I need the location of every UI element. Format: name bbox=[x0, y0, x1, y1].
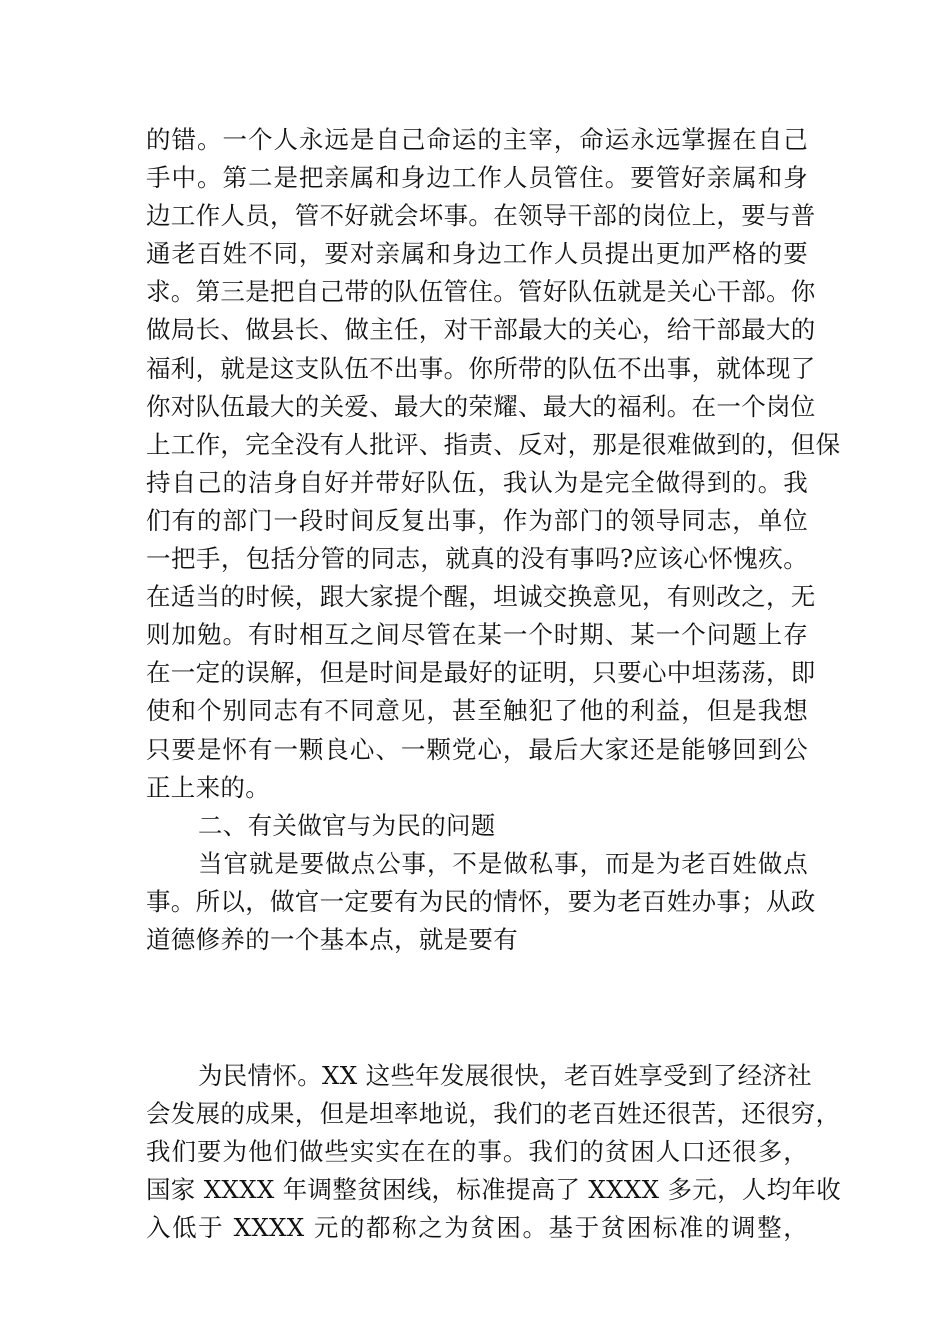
text-line: 当官就是要做点公事，不是做私事，而是为老百姓做点 bbox=[198, 848, 808, 878]
section-heading: 二、有关做官与为民的问题 bbox=[198, 810, 496, 840]
text-line: 求。第三是把自己带的队伍管住。管好队伍就是关心干部。你 bbox=[146, 277, 816, 307]
text-line: 只要是怀有一颗良心、一颗党心，最后大家还是能够回到公 bbox=[146, 734, 808, 764]
text-line: 上工作，完全没有人批评、指责、反对，那是很难做到的，但保 bbox=[146, 429, 841, 459]
text-line: 使和个别同志有不同意见，甚至触犯了他的利益，但是我想 bbox=[146, 696, 808, 726]
text-line: 通老百姓不同，要对亲属和身边工作人员提出更加严格的要 bbox=[146, 239, 808, 269]
text-line: 一把手，包括分管的同志，就真的没有事吗?应该心怀愧疚。 bbox=[146, 544, 808, 574]
text-line: 道德修养的一个基本点，就是要有 bbox=[146, 924, 518, 954]
text-line: 正上来的。 bbox=[146, 772, 270, 802]
text-line: 则加勉。有时相互之间尽管在某一个时期、某一个问题上存 bbox=[146, 620, 808, 650]
text-line: 事。所以，做官一定要有为民的情怀，要为老百姓办事；从政 bbox=[146, 886, 816, 916]
text-line: 在适当的时候，跟大家提个醒，坦诚交换意见，有则改之，无 bbox=[146, 582, 816, 612]
text-line: 持自己的洁身自好并带好队伍，我认为是完全做得到的。我 bbox=[146, 467, 808, 497]
text-line: 为民情怀。XX 这些年发展很快，老百姓享受到了经济社 bbox=[198, 1061, 812, 1090]
text-line: 手中。第二是把亲属和身边工作人员管住。要管好亲属和身 bbox=[146, 163, 808, 193]
text-line: 的错。一个人永远是自己命运的主宰，命运永远掌握在自己 bbox=[146, 125, 808, 154]
text-line: 在一定的误解，但是时间是最好的证明，只要心中坦荡荡，即 bbox=[146, 658, 816, 688]
text-line: 国家 XXXX 年调整贫困线，标准提高了 XXXX 多元，人均年收 bbox=[146, 1175, 842, 1205]
text-line: 做局长、做县长、做主任，对干部最大的关心，给干部最大的 bbox=[146, 315, 816, 345]
body-text-bottom bbox=[146, 1057, 842, 1247]
text-line: 你对队伍最大的关爱、最大的荣耀、最大的福利。在一个岗位 bbox=[146, 391, 816, 421]
text-line: 们有的部门一段时间反复出事，作为部门的领导同志，单位 bbox=[146, 505, 808, 535]
text-line: 入低于 XXXX 元的都称之为贫困。基于贫困标准的调整， bbox=[146, 1213, 808, 1243]
text-line: 福利，就是这支队伍不出事。你所带的队伍不出事，就体现了 bbox=[146, 353, 816, 383]
body-text-top bbox=[146, 121, 841, 959]
text-line: 会发展的成果，但是坦率地说，我们的老百姓还很苦，还很穷， bbox=[146, 1099, 841, 1129]
text-line: 边工作人员，管不好就会坏事。在领导干部的岗位上，要与普 bbox=[146, 201, 816, 231]
text-line: 我们要为他们做些实实在在的事。我们的贫困人口还很多， bbox=[146, 1137, 808, 1167]
